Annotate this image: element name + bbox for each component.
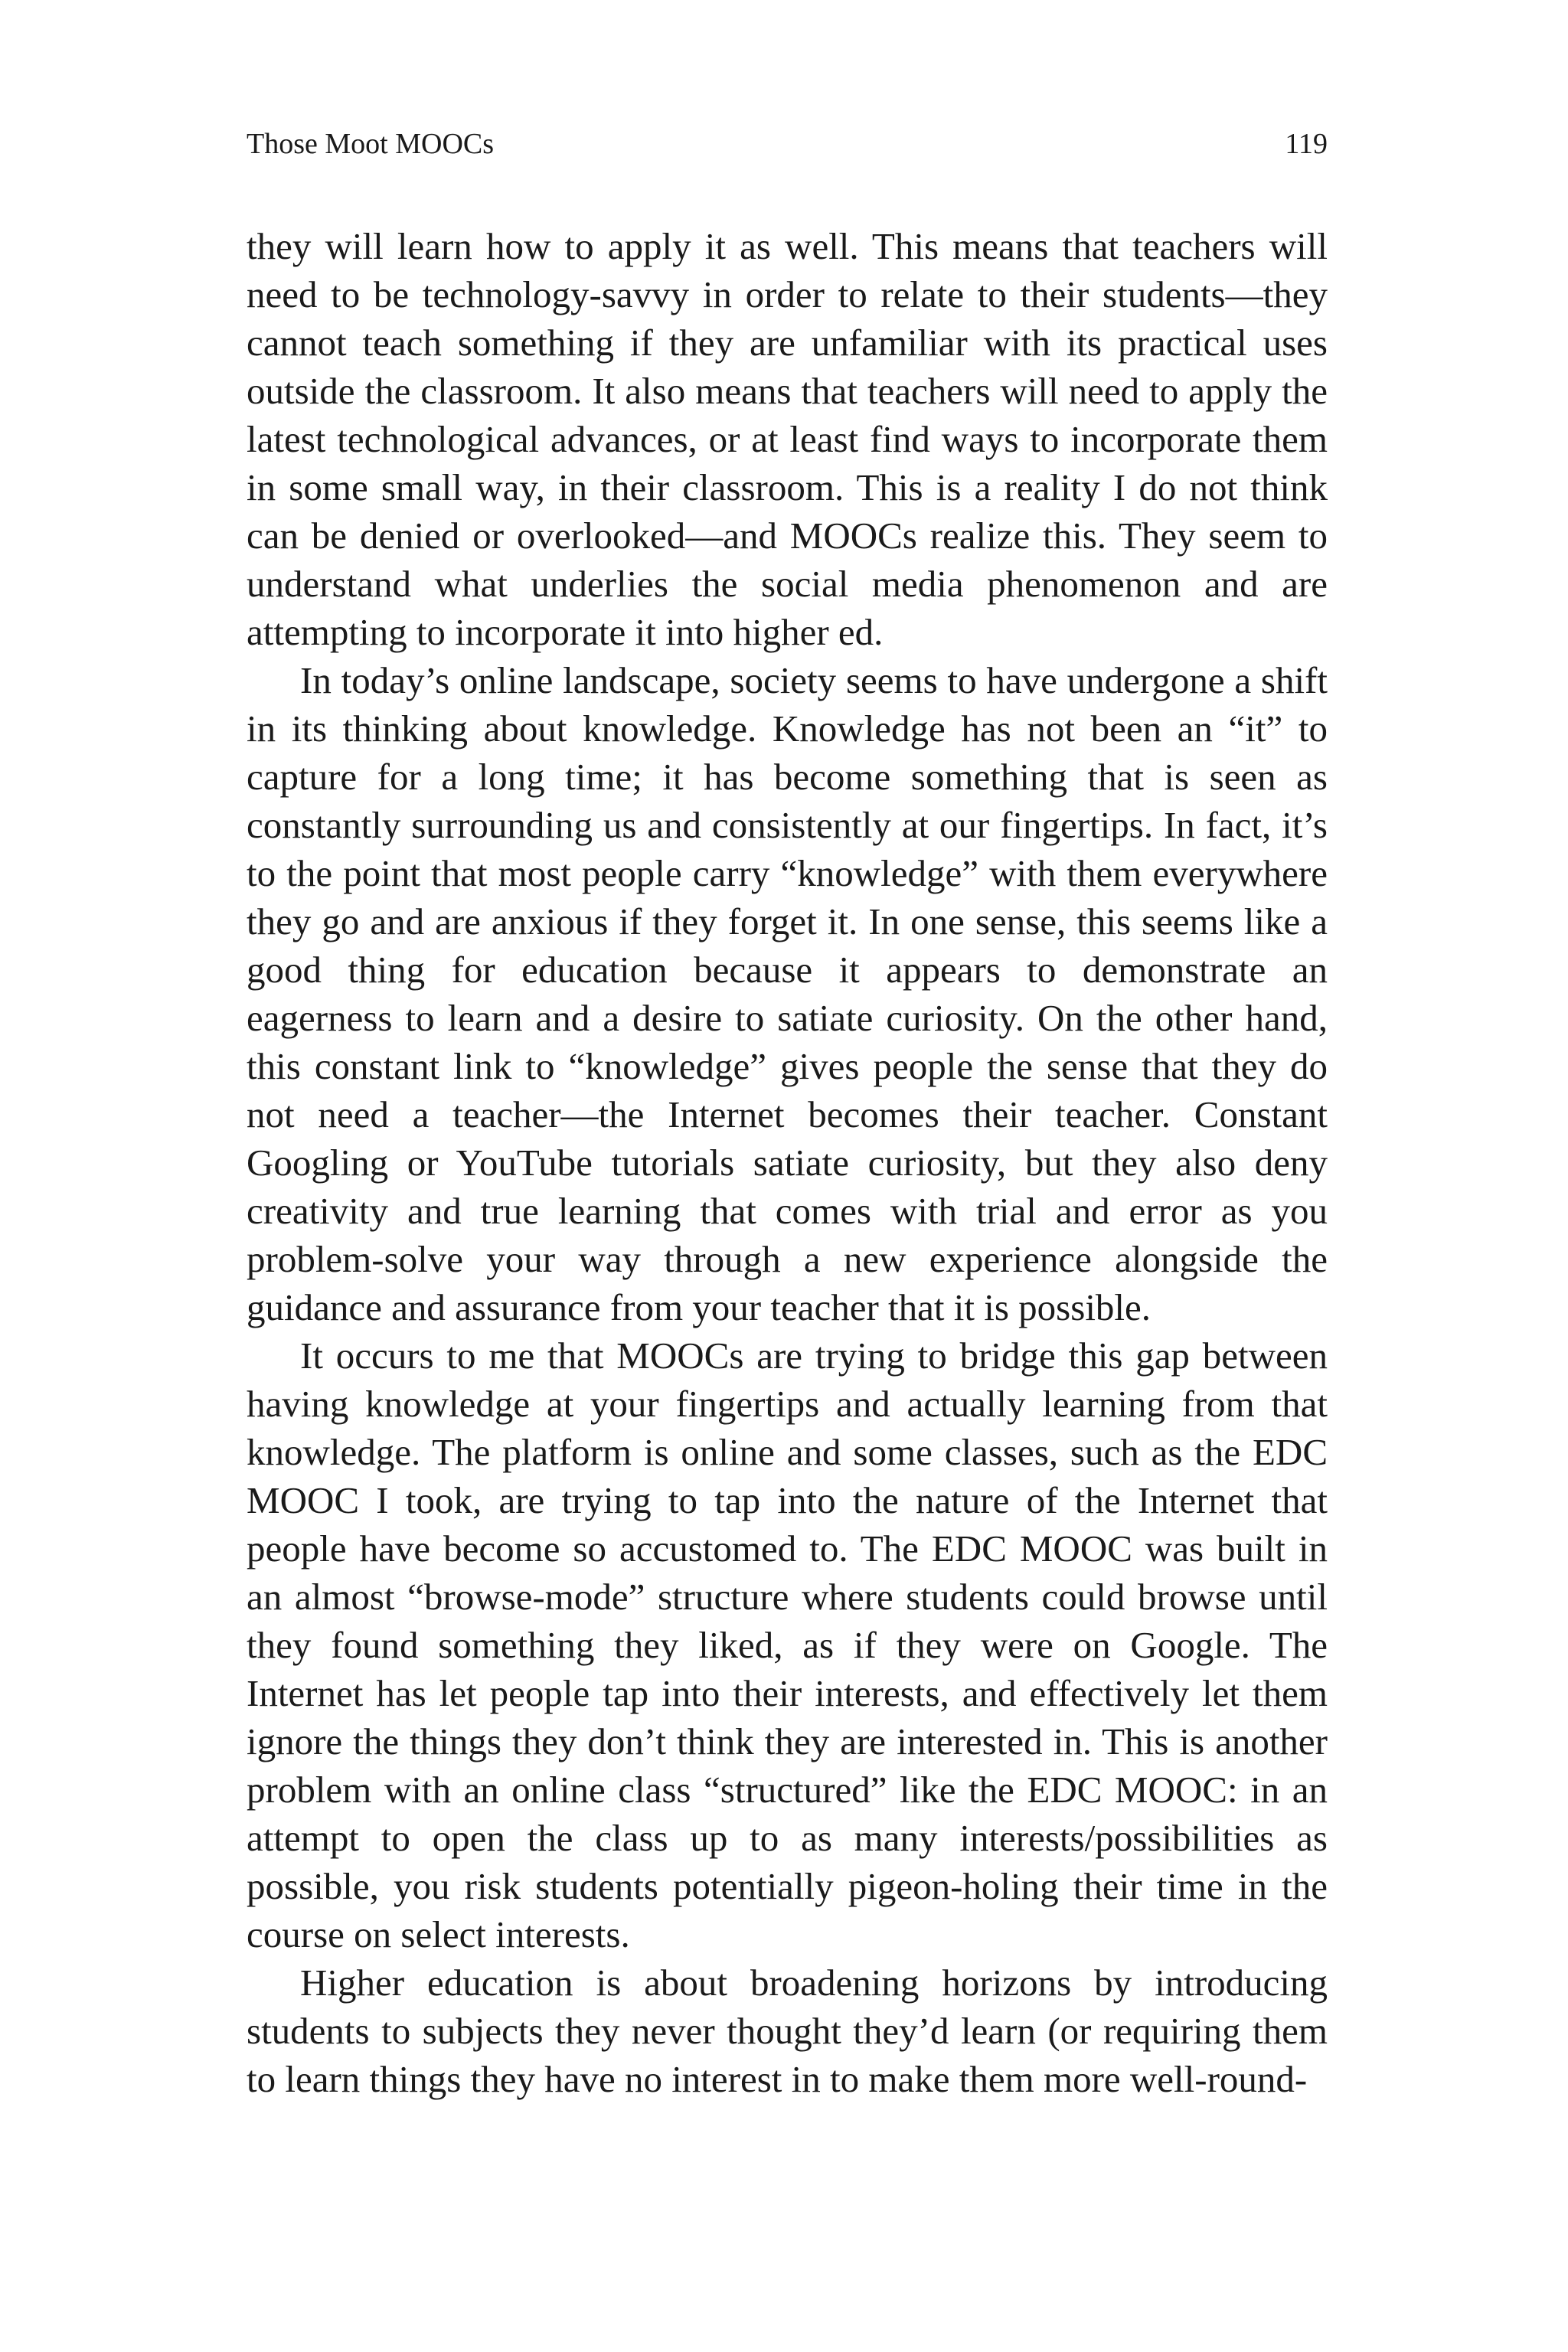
paragraph: It occurs to me that MOOCs are trying to bridge this gap between having knowledge at your fingertips and actually learning from that knowledge. The platform is online and some classes, such as the EDC MOOC I took, are trying to tap into the nature of the Internet that people have become so accustomed to. The EDC MOOC was built in an almost “browse-mode” structure where students could browse until they found something they liked, as if they were on Google. The Internet has let people tap into their interests, and effectively let them ignore the things they don’t think they are interested in. This is another problem with an online class “structured” like the EDC MOOC: in an attempt to open the class up to as many interests/possibilities as possible, you risk students potentially pigeon-holing their time in the course on select interests.: [247, 1334, 1328, 1955]
paragraph: they will learn how to apply it as well. This means that teachers will need to be technology-savvy in order to relate to their students—they cannot teach something if they are unfamiliar with its practical uses outside the classroom. It also means that teachers will need to apply the latest technological advances, or at least find ways to incorporate them in some small way, in their classroom. This is a reality I do not think can be denied or overlooked—and MOOCs realize this. They seem to understand what underlies the social media phenomenon and are attempting to incorporate it into higher ed.: [247, 225, 1328, 653]
paragraph: Higher education is about broadening horizons by introducing students to subjects they never thought they’d learn (or requiring them to learn things they have no interest in to make them more well-round-: [247, 1962, 1328, 2100]
body-text: [247, 222, 1328, 2103]
page-number: 119: [1285, 128, 1328, 160]
paragraph: In today’s online landscape, society seems to have undergone a shift in its thinking about knowledge. Knowledge has not been an “it” to capture for a long time; it has become something that is seen as constantly surrounding us and consistently at our fingertips. In fact, it’s to the point that most people carry “knowledge” with them everywhere they go and are anxious if they forget it. In one sense, this seems like a good thing for education because it appears to demonstrate an eagerness to learn and a desire to satiate curiosity. On the other hand, this constant link to “knowledge” gives people the sense that they do not need a teacher—the Internet becomes their teacher. Constant Googling or YouTube tutorials satiate curiosity, but they also deny creativity and true learning that comes with trial and error as you problem-solve your way through a new experience alongside the guidance and assurance from your teacher that it is possible.: [247, 659, 1328, 1328]
running-title: Those Moot MOOCs: [247, 128, 495, 160]
running-head: [247, 122, 1328, 165]
